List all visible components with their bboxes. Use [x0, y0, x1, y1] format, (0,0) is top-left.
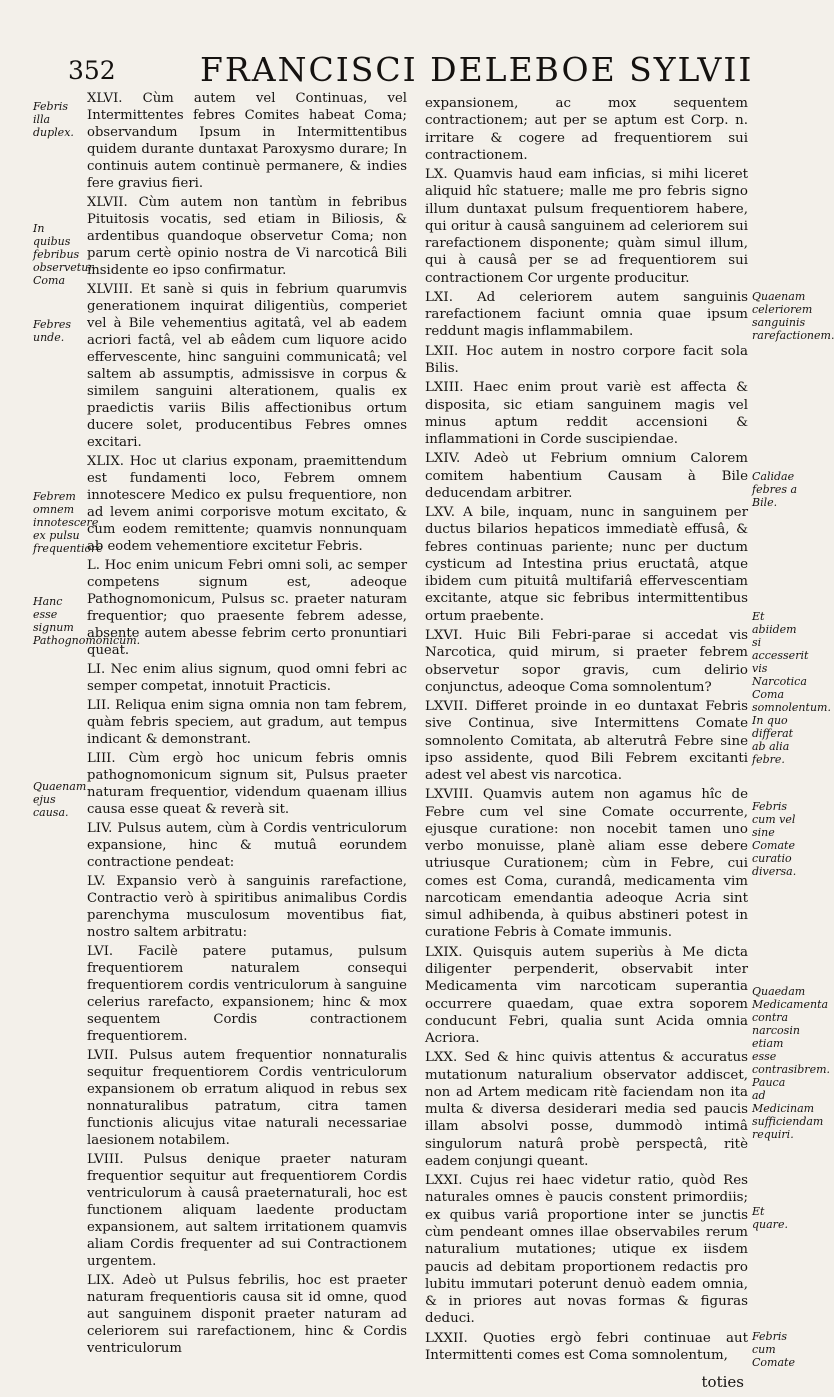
- margin-note: Calidae febres a Bile.: [752, 470, 798, 509]
- paragraph: LIX. Adeò ut Pulsus febrilis, hoc est praeter naturam frequentioris causa sit id omne, quod aut sanguinem disponit praeter naturam ad celeriorem sui rarefactionem, hinc & Cordis ventriculorum: [87, 1273, 407, 1356]
- paragraph: LI. Nec enim alius signum, quod omni febri ac semper competat, innotuit Practicis.: [87, 662, 407, 694]
- paragraph: LVIII. Pulsus denique praeter naturam frequentior sequitur aut frequentiorem Cordis ventriculorum à causâ praeternaturali, hoc est functionem aliquam laedente productam expansionem, aut saltem irritationem quamvis aliam Cordis frequenter ad sui Contractionem urgentem.: [87, 1152, 407, 1269]
- paragraph: expansionem, ac mox sequentem contractionem; aut per se aptum est Corp. n. irritare & cogere ad frequentiorem sui contractionem.: [425, 96, 748, 163]
- paragraph: LIII. Cùm ergò hoc unicum febris omnis pathognomonicum signum sit, Pulsus praeter naturam frequentior, videndum quaenam illius causa esse queat & reverà sit.: [87, 751, 407, 817]
- running-head: FRANCISCI DELEBOE SYLVII: [200, 50, 754, 89]
- paragraph: LII. Reliqua enim signa omnia non tam febrem, quàm febris speciem, aut gradum, aut tempus indicant & demonstrant.: [87, 698, 407, 747]
- margin-note: Quaenam ejus causa.: [33, 780, 87, 819]
- paragraph: LXV. A bile, inquam, nunc in sanguinem per ductus bilarios hepaticos immediatè effusâ, & febres continuas pariente; nunc per ductum cysticum ad Intestina prius eructatâ, atque ibidem cum pituitâ multifariâ effervescentiam excitante, atque sic febribus intermittentibus ortum praebente.: [425, 505, 748, 624]
- paragraph: LXI. Ad celeriorem autem sanguinis rarefactionem faciunt omnia quae ipsum reddunt magis inflammabilem.: [425, 289, 748, 340]
- paragraph: XLVII. Cùm autem non tantùm in febribus Pituitosis vocatis, sed etiam in Biliosis, & ardentibus quandoque observetur Coma; non parum certè opinio nostra de Vi narcoticâ Bili insidente eo ipso confirmatur.: [87, 195, 407, 278]
- margin-note: Quaedam Medicamenta contra narcosin etiam esse contrasibrem. Pauca ad Medicinam sufficiendam requiri.: [752, 985, 831, 1141]
- paragraph: LX. Quamvis haud eam inficias, si mihi liceret aliquid hîc statuere; malle me pro febris signo illum duntaxat pulsum frequentiorem habere, qui oritur à causâ sanguinem ad celeriorem sui rarefactionem disponente; quàm simul illum, qui à causâ per se ad frequentiorem sui contractionem Cor urgente producitur.: [425, 167, 748, 286]
- left-column: [87, 90, 407, 1359]
- paragraph: LXIV. Adeò ut Febrium omnium Calorem comitem habentium Causam à Bile deducendam arbitrer.: [425, 451, 748, 501]
- margin-note: Et abiidem si accesserit vis Narcotica Coma somnolentum. In quo differat ab alia febre.: [752, 610, 831, 766]
- paragraph: XLIX. Hoc ut clarius exponam, praemittendum est fundamenti loco, Febrem omnem innotescere Medico ex pulsu frequentiore, non ad levem animi corporisve motum excitato, & cum eodem remittente; quamvis nonnunquam ab eodem vehementiore excitetur Febris.: [87, 454, 407, 554]
- paragraph: LXXI. Cujus rei haec videtur ratio, quòd Res naturales omnes è paucis constent primordiis; ex quibus variâ proportione inter se junctis cùm pendeant omnes illae observabiles rerum naturalium mutationes; utique ex iisdem paucis ad debitam proportionem redactis pro lubitu immutari poterunt denuò eadem omnia, & in priores aut novas formas & figuras deduci.: [425, 1173, 748, 1327]
- page-number: 352: [68, 56, 116, 85]
- margin-note: Febris illa duplex.: [33, 100, 74, 139]
- paragraph: LXIII. Haec enim prout variè est affecta & disposita, sic etiam sanguinem magis vel minus aptum reddit accensioni & inflammationi in Corde suscipiendae.: [425, 380, 748, 448]
- margin-note: Et quare.: [752, 1205, 788, 1231]
- paragraph: LXVIII. Quamvis autem non agamus hîc de Febre cum vel sine Comate occurrente, ejusque curatione: non nocebit tamen uno verbo monuisse, planè aliam esse debere utriusque Curationem; cùm in Febre, cui comes est Coma, curandâ, medicamenta vim narcoticam emendantia adeoque Acria sint simul adhibenda, à quibus abstineri potest in curatione Febris à Comate immunis.: [425, 787, 748, 941]
- paragraph: LXIX. Quisquis autem superiùs à Me dicta diligenter perpenderit, observabit inter Medicamenta vim narcoticam superantia occurrere quaedam, quae extra soporem conducunt Febri, qualia sunt Acida omnia Acriora.: [425, 944, 748, 1047]
- paragraph: LIV. Pulsus autem, cùm à Cordis ventriculorum expansione, hinc & mutuâ eorundem contractione pendeat:: [87, 821, 407, 870]
- margin-note: Febris cum Comate: [752, 1330, 795, 1369]
- margin-note: Hanc esse signum Pathognomonicum.: [33, 595, 141, 647]
- paragraph: XLVI. Cùm autem vel Continuas, vel Intermittentes febres Comites habeat Coma; observandum Ipsum in Intermittentibus quidem durante duntaxat Paroxysmo durare; In continuis autem continuè permanere, & indies fere gravius fieri.: [87, 91, 407, 191]
- catchword: toties: [701, 1373, 744, 1391]
- margin-note: Febris cum vel sine Comate curatio diversa.: [752, 800, 797, 878]
- paragraph: LXXII. Quoties ergò febri continuae aut Intermittenti comes est Coma somnolentum,: [425, 1330, 748, 1363]
- paragraph: LXX. Sed & hinc quivis attentus & accuratus mutationum naturalium observator addiscet, non ad Artem medicam ritè faciendam non ita multa & diversa desiderari media sed paucis illam absolvi posse, dummodò intimâ singulorum naturâ probè perspectâ, ritè eadem conjungi queant.: [425, 1050, 748, 1169]
- page-header: [60, 50, 780, 90]
- paragraph: L. Hoc enim unicum Febri omni soli, ac semper competens signum est, adeoque Pathognomonicum, Pulsus sc. praeter naturam frequentior; quo praesente febrem adesse, absente autem abesse febrim certo pronuntiari queat.: [87, 558, 407, 658]
- paragraph: LXVII. Differet proinde in eo duntaxat Febris sive Continua, sive Intermittens Comate somnolento Comitata, ab alterutrâ Febre sine ipso assidente, quod Bili Febrem excitanti adest vel abest vis narcotica.: [425, 699, 748, 784]
- margin-note: In quibus febribus observetur Coma: [33, 222, 94, 287]
- paragraph: LV. Expansio verò à sanguinis rarefactione, Contractio verò à spiritibus animalibus Cordis parenchyma musculosum moventibus fiat, nostro saltem arbitratu:: [87, 874, 407, 940]
- margin-note: Quaenam celeriorem sanguinis rarefactionem.: [752, 290, 834, 342]
- paragraph: LVII. Pulsus autem frequentior nonnaturalis sequitur frequentiorem Cordis ventriculorum expansionem ob erratum aliquod in rebus sex nonnaturalibus patratum, citra tamen functionis alicujus vitae naturali necessariae laesionem notabilem.: [87, 1048, 407, 1148]
- paragraph: XLVIII. Et sanè si quis in febrium quarumvis generationem inquirat diligentiùs, comperiet vel à Bile vehementius agitatâ, vel ab eadem acriori factâ, vel ab eâdem cum liquore acido effervescente, hinc sanguini communicatâ; vel saltem ab assumptis, admissisve in corpus & similem sanguini alterationem, qualis ex praedictis variis Bilis affectionibus ortum ducere solet, producentibus Febres omnes excitari.: [87, 282, 407, 450]
- margin-note: Febrem omnem innotescere ex pulsu frequentiore: [33, 490, 103, 555]
- paragraph: LVI. Facilè patere putamus, pulsum frequentiorem naturalem consequi frequentiorem cordis ventriculorum à sanguine celerius rarefacto, expansionem; hinc & mox sequentem Cordis contractionem frequentiorem.: [87, 944, 407, 1044]
- paragraph: LXVI. Huic Bili Febri-parae si accedat vis Narcotica, quid mirum, si praeter febrem observetur sopor gravis, cum delirio conjunctus, adeoque Coma somnolentum?: [425, 627, 748, 695]
- right-column: [425, 95, 748, 1366]
- paragraph: LXII. Hoc autem in nostro corpore facit sola Bilis.: [425, 343, 748, 376]
- margin-note: Febres unde.: [33, 318, 71, 344]
